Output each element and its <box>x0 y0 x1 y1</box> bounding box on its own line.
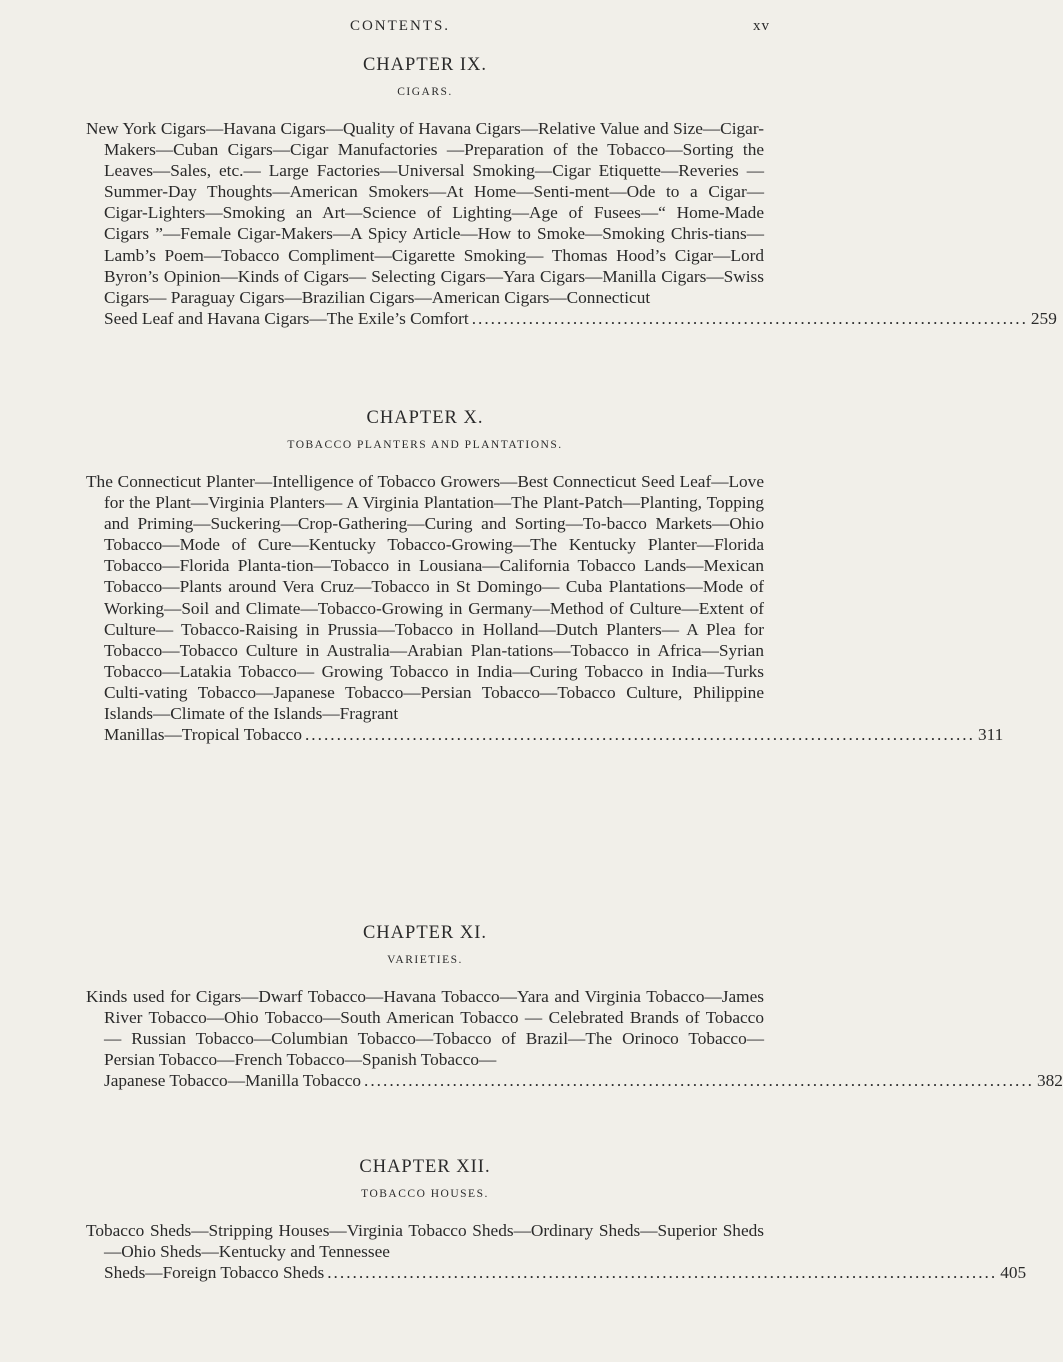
chapter-heading: CHAPTER IX. <box>362 55 488 75</box>
chapter-summary-text: The Connecticut Planter—Intelligence of Tobacco Growers—Best Connecticut Seed Leaf—Love for the Plant—Virginia Planters— A Virginia Plantation—The Plant-Patch—Planting, Topping and Priming—Suckering—Crop-Gathering—Curing and Sorting—To-bacco Markets—Ohio Tobacco—Mode of Cure—Kentucky Tobacco-Growing—The Kentucky Planter—Florida Tobacco—Florida Planta-tion—Tobacco in Lousiana—California Tobacco Lands—Mexican Tobacco—Plants around Vera Cruz—Tobacco in St Domingo— Cuba Plantations—Mode of Working—Soil and Climate—Tobacco-Growing in Germany—Method of Culture—Extent of Culture— Tobacco-Raising in Prussia—Tobacco in Holland—Dutch Planters— A Plea for Tobacco—Tobacco Culture in Australia—Arabian Plan-tations—Tobacco in Africa—Syrian Tobacco—Latakia Tobacco— Growing Tobacco in India—Curing Tobacco in India—Turks Culti-vating Tobacco—Japanese Tobacco—Persian Tobacco—Tobacco Culture, Philippine Islands—Climate of the Islands—Fragrant <box>86 472 764 724</box>
chapter-heading: CHAPTER XI. <box>362 923 488 943</box>
chapter-final-line <box>104 724 1004 745</box>
chapter-final-text: Manillas—Tropical Tobacco <box>104 725 302 745</box>
chapter-summary-text: Kinds used for Cigars—Dwarf Tobacco—Havana Tobacco—Yara and Virginia Tobacco—James River Tobacco—Ohio Tobacco—South American Tobacco — Celebrated Brands of Tobacco — Russian Tobacco—Columbian Tobacco—Tobacco of Brazil—The Orinoco Tobacco—Persian Tobacco—French Tobacco—Spanish Tobacco— <box>86 987 764 1070</box>
running-head-title: CONTENTS. <box>349 18 451 34</box>
chapter-summary-text: Tobacco Sheds—Stripping Houses—Virginia Tobacco Sheds—Ordinary Sheds—Superior Sheds—Ohio Sheds—Kentucky and Tennessee <box>86 1221 764 1262</box>
chapter-heading: CHAPTER X. <box>366 408 484 428</box>
chapter-final-text: Sheds—Foreign Tobacco Sheds <box>104 1263 325 1283</box>
chapter-summary <box>86 1220 1027 1283</box>
chapter-summary <box>86 471 1004 745</box>
chapter-subtitle: CIGARS. <box>397 86 453 98</box>
chapter-subtitle: VARIETIES. <box>387 954 463 966</box>
dot-leader: .......................................................................................................... <box>364 1071 1034 1091</box>
chapter-xii <box>86 1152 1027 1283</box>
chapter-xi <box>86 918 1063 1091</box>
dot-leader: .......................................................................................................... <box>327 1263 998 1283</box>
chapter-subtitle: TOBACCO PLANTERS AND PLANTATIONS. <box>287 439 563 451</box>
chapter-ix <box>86 50 1057 329</box>
dot-leader: .......................................................................................................... <box>304 725 975 745</box>
chapter-summary-text: New York Cigars—Havana Cigars—Quality of Havana Cigars—Relative Value and Size—Cigar-Makers—Cuban Cigars—Cigar Manufactories —Preparation of the Tobacco—Sorting the Leaves—Sales, etc.— Large Factories—Universal Smoking—Cigar Etiquette—Reveries —Summer-Day Thoughts—American Smokers—At Home—Senti-ment—Ode to a Cigar—Cigar-Lighters—Smoking an Art—Science of Lighting—Age of Fusees—“ Home-Made Cigars ”—Female Cigar-Makers—A Spicy Article—How to Smoke—Smoking Chris-tians—Lamb’s Poem—Tobacco Compliment—Cigarette Smoking— Thomas Hood’s Cigar—Lord Byron’s Opinion—Kinds of Cigars— Selecting Cigars—Yara Cigars—Manilla Cigars—Swiss Cigars— Paraguay Cigars—Brazilian Cigars—American Cigars—Connecticut <box>86 119 764 307</box>
dot-leader: ........................................................................................ <box>471 308 1028 328</box>
chapter-final-line <box>104 1070 1063 1091</box>
chapter-subtitle: TOBACCO HOUSES. <box>361 1188 489 1200</box>
chapter-x <box>86 403 1004 745</box>
chapter-page-number: 405 <box>1000 1263 1027 1283</box>
chapter-final-text: Seed Leaf and Havana Cigars—The Exile’s Comfort <box>104 308 469 328</box>
chapter-page-number: 382 <box>1036 1071 1063 1091</box>
chapter-final-line <box>104 308 1057 329</box>
chapter-page-number: 311 <box>977 725 1004 745</box>
running-head <box>0 14 800 40</box>
chapter-page-number: 259 <box>1030 308 1057 328</box>
chapter-heading: CHAPTER XII. <box>359 1157 491 1177</box>
chapter-summary <box>86 986 1063 1091</box>
chapter-final-line <box>104 1262 1027 1283</box>
chapter-final-text: Japanese Tobacco—Manilla Tobacco <box>104 1071 362 1091</box>
chapter-summary <box>86 118 1057 329</box>
running-head-page-number: xv <box>753 18 770 34</box>
